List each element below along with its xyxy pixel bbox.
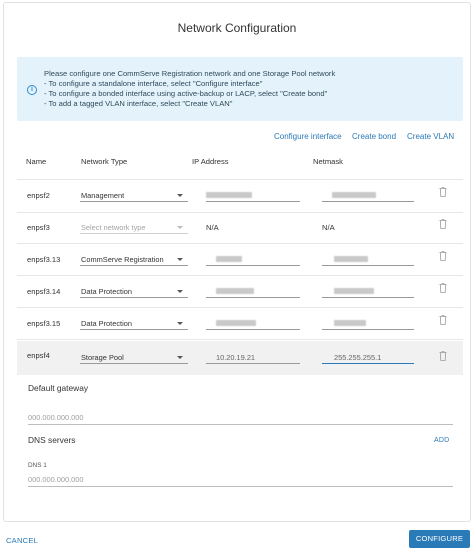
- netmask-input[interactable]: [322, 188, 414, 202]
- ip-address-input[interactable]: [206, 252, 300, 266]
- network-type-value: Data Protection: [81, 287, 132, 296]
- ip-address-input[interactable]: [206, 350, 300, 364]
- ip-address-value: 10.20.19.21: [216, 353, 256, 362]
- trash-icon[interactable]: [439, 283, 447, 293]
- network-type-value: Storage Pool: [81, 353, 124, 362]
- info-line: Please configure one CommServe Registration network and one Storage Pool network: [44, 69, 336, 78]
- dns1-input[interactable]: 000.000.000.000: [28, 473, 453, 487]
- table-row: [17, 341, 463, 375]
- configure-button[interactable]: CONFIGURE: [409, 530, 470, 548]
- cancel-button[interactable]: CANCEL: [6, 536, 39, 545]
- ip-address-input[interactable]: [206, 188, 300, 202]
- create-vlan-link[interactable]: Create VLAN: [407, 132, 455, 141]
- redacted-value: [334, 256, 368, 262]
- chevron-down-icon: [177, 356, 183, 359]
- table-row: [17, 213, 463, 245]
- table-row: [17, 277, 463, 309]
- netmask-input[interactable]: [322, 316, 414, 330]
- default-gateway-label: Default gateway: [28, 383, 89, 393]
- trash-icon[interactable]: [439, 187, 447, 197]
- info-icon: i: [27, 85, 37, 95]
- chevron-down-icon: [177, 290, 183, 293]
- ip-address-value: N/A: [206, 223, 219, 232]
- redacted-value: [216, 256, 242, 262]
- row-divider: [17, 339, 463, 340]
- trash-icon[interactable]: [439, 251, 447, 261]
- redacted-value: [334, 288, 374, 294]
- ip-address-input[interactable]: [206, 316, 300, 330]
- network-type-select[interactable]: [80, 284, 188, 298]
- interface-name: enpsf2: [27, 191, 50, 200]
- row-divider: [17, 179, 463, 180]
- netmask-value: 255.255.255.1: [334, 353, 382, 362]
- default-gateway-input[interactable]: 000.000.000.000: [28, 411, 453, 425]
- interface-name: enpsf3.15: [27, 319, 61, 328]
- table-row: [17, 181, 463, 213]
- interface-name: enpsf4: [27, 351, 50, 360]
- configure-interface-link[interactable]: Configure interface: [274, 132, 342, 141]
- redacted-value: [216, 320, 256, 326]
- ip-address-input[interactable]: [206, 284, 300, 298]
- dialog-title: Network Configuration: [177, 21, 297, 35]
- table-row: [17, 309, 463, 341]
- interface-name: enpsf3.13: [27, 255, 61, 264]
- interface-name: enpsf3.14: [27, 287, 61, 296]
- add-dns-button[interactable]: ADD: [434, 437, 450, 444]
- netmask-input[interactable]: [322, 252, 414, 266]
- network-type-value: Management: [81, 191, 125, 200]
- network-type-select[interactable]: [80, 220, 188, 234]
- trash-icon[interactable]: [439, 315, 447, 325]
- network-configuration-dialog: [3, 2, 471, 522]
- redacted-value: [332, 192, 376, 198]
- row-divider: [17, 275, 463, 276]
- network-type-select[interactable]: [80, 252, 188, 266]
- netmask-input[interactable]: [322, 350, 414, 364]
- network-type-value: Data Protection: [81, 319, 132, 328]
- trash-icon[interactable]: [439, 351, 447, 361]
- network-type-value: CommServe Registration: [81, 255, 164, 264]
- trash-icon[interactable]: [439, 219, 447, 229]
- chevron-down-icon: [177, 258, 183, 261]
- redacted-value: [206, 192, 252, 198]
- network-type-select[interactable]: [80, 188, 188, 202]
- column-header-ip-address: IP Address: [192, 157, 229, 166]
- create-bond-link[interactable]: Create bond: [352, 132, 397, 141]
- info-line: - To configure a bonded interface using active-backup or LACP, select "Create bond": [44, 89, 328, 98]
- chevron-down-icon: [177, 194, 183, 197]
- network-type-select[interactable]: [80, 316, 188, 330]
- column-header-network-type: Network Type: [81, 157, 128, 166]
- column-header-netmask: Netmask: [313, 157, 343, 166]
- network-type-placeholder: Select network type: [81, 223, 146, 232]
- dns1-label: DNS 1: [28, 462, 47, 469]
- info-line: - To add a tagged VLAN interface, select "Create VLAN": [44, 99, 233, 108]
- chevron-down-icon: [177, 322, 183, 325]
- chevron-down-icon: [177, 226, 183, 229]
- info-line: - To configure a standalone interface, select "Configure interface": [44, 79, 263, 88]
- interface-name: enpsf3: [27, 223, 50, 232]
- netmask-value: N/A: [322, 223, 335, 232]
- table-row: [17, 245, 463, 277]
- redacted-value: [216, 288, 254, 294]
- netmask-input[interactable]: [322, 284, 414, 298]
- info-banner: [17, 57, 463, 121]
- info-text: [44, 69, 335, 109]
- redacted-value: [334, 320, 366, 326]
- row-divider: [17, 307, 463, 308]
- column-header-name: Name: [26, 157, 47, 166]
- row-divider: [17, 243, 463, 244]
- dns-servers-label: DNS servers: [28, 435, 76, 445]
- network-type-select[interactable]: [80, 350, 188, 364]
